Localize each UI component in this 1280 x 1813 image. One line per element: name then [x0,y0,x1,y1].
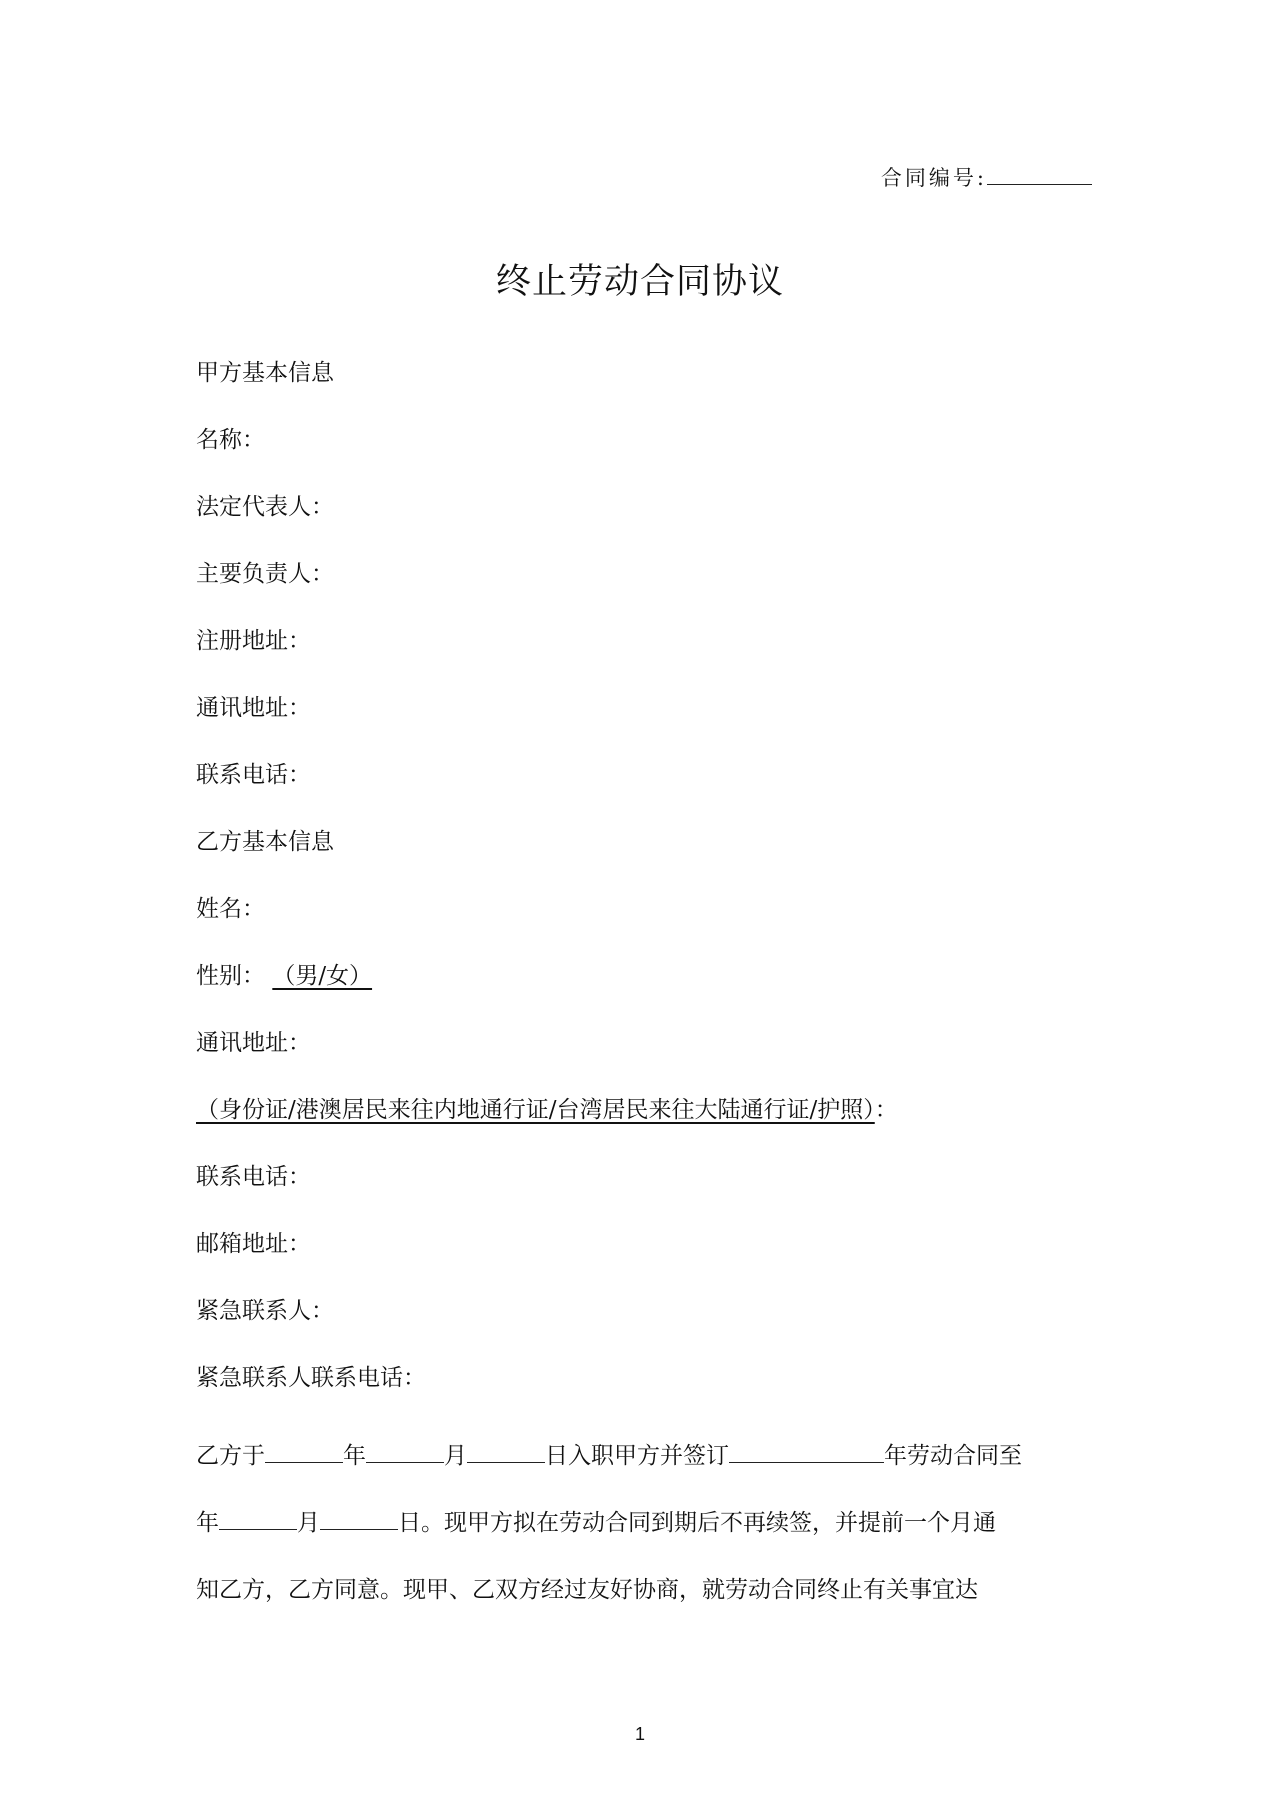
gender-label: 性别： [196,963,265,989]
party-b-emergency-contact: 紧急联系人： [196,1298,334,1324]
contract-number [881,162,1092,192]
party-a-heading: 甲方基本信息 [196,360,334,386]
blank-year [265,1440,343,1463]
party-b-id-type [196,1091,898,1124]
blank-month [366,1440,444,1463]
party-a-phone: 联系电话： [196,762,311,788]
text: 日入职甲方并签订 [545,1443,729,1469]
party-a-principal: 主要负责人： [196,561,334,587]
party-a-registered-address: 注册地址： [196,628,311,654]
blank-end-day [320,1507,398,1530]
party-b-heading: 乙方基本信息 [196,829,334,855]
party-a-mailing-address: 通讯地址： [196,695,311,721]
blank-day [467,1440,545,1463]
party-b-name: 姓名： [196,896,265,922]
body-paragraph-line-3: 知乙方，乙方同意。现甲、乙双方经过友好协商，就劳动合同终止有关事宜达 [196,1577,978,1603]
blank-contract-years [729,1440,884,1463]
blank-end-month [219,1507,297,1530]
body-paragraph-line-1 [196,1437,1084,1470]
page-number: 1 [634,1724,645,1744]
text: 日。现甲方拟在劳动合同到期后不再续签，并提前一个月通 [398,1510,996,1536]
party-b-phone: 联系电话： [196,1164,311,1190]
contract-number-blank [987,164,1092,185]
id-colon: ： [874,1097,898,1123]
body-paragraph-line-2 [196,1504,1084,1537]
party-a-legal-rep: 法定代表人： [196,494,334,520]
gender-value: （男/女） [272,963,373,989]
contract-number-label: 合同编号: [880,166,987,190]
party-b-gender [196,957,372,990]
party-b-emergency-phone: 紧急联系人联系电话： [196,1365,426,1391]
text: 乙方于 [196,1443,265,1469]
party-b-email: 邮箱地址： [196,1231,311,1257]
text: 年 [343,1443,366,1469]
party-a-name: 名称： [196,427,265,453]
party-b-address: 通讯地址： [196,1030,311,1056]
text: 年劳动合同至 [884,1443,1022,1469]
text: 月 [444,1443,467,1469]
text: 年 [196,1510,219,1536]
text: 月 [297,1510,320,1536]
id-types: （身份证/港澳居民来往内地通行证/台湾居民来往大陆通行证/护照） [196,1097,875,1123]
page-title: 终止劳动合同协议 [495,262,784,302]
